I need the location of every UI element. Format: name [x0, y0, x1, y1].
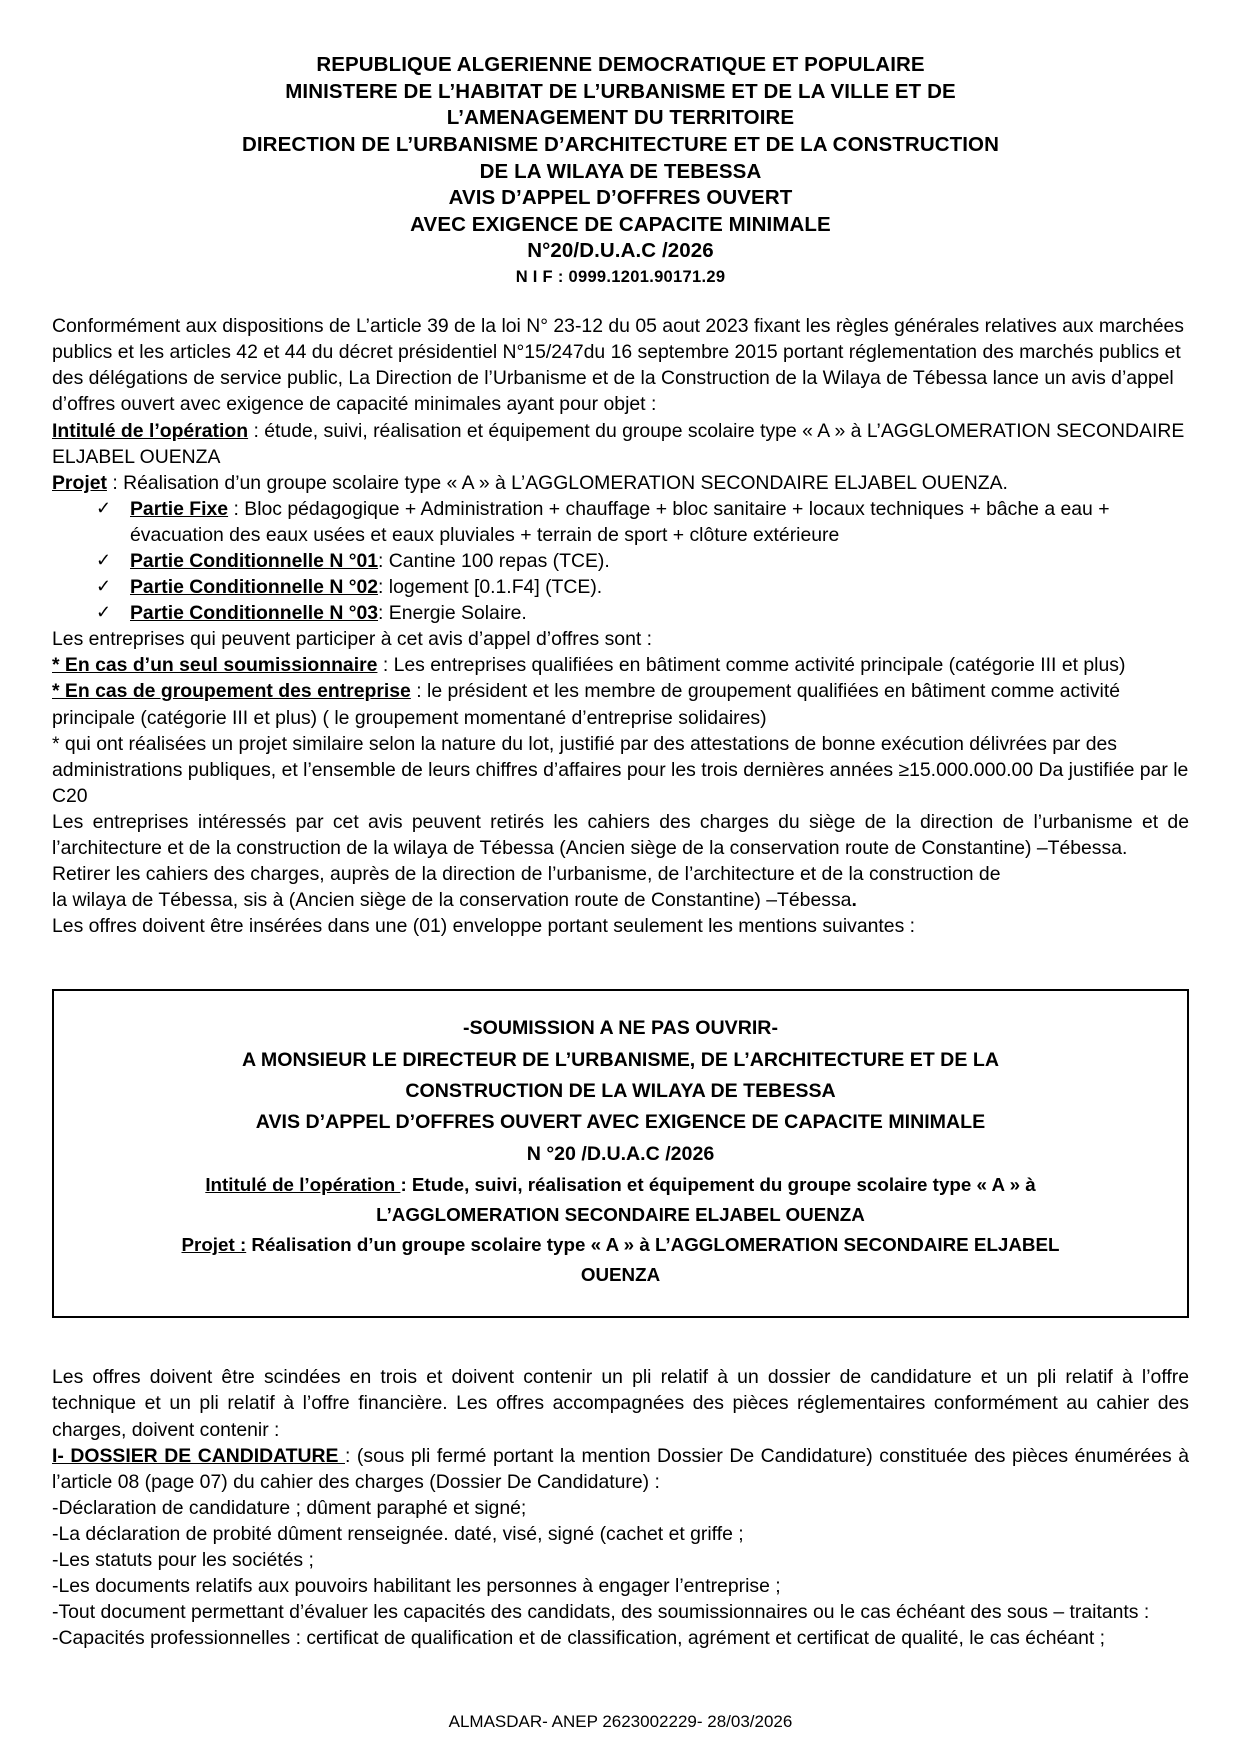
nif-line: N I F : 0999.1201.90171.29: [515, 268, 726, 287]
mention-line-3: CONSTRUCTION DE LA WILAYA DE TEBESSA: [405, 1080, 836, 1103]
list-item: [52, 574, 1189, 600]
offers-split-paragraph: Les offres doivent être scindées en trois et doivent contenir un pli relatif à un dossier de candidature et un pli relatif à l’offre technique et un pli relatif à l’offre financière. Les offres accompagnées des pièces réglementaires conformément au cahier des charges, doivent contenir :: [52, 1366, 1189, 1441]
list-item: -Tout document permettant d’évaluer les capacités des candidats, des soumissionnaires ou le cas échéant des sous – traitants :: [52, 1601, 1150, 1624]
case-group-paragraph: [52, 678, 1189, 730]
intitule-operation-text: : étude, suivi, réalisation et équipement du groupe scolaire type « A » à L’AGGLOMERATION SECONDAIRE ELJABEL OUENZA: [52, 419, 1185, 468]
mention-line-2: A MONSIEUR LE DIRECTEUR DE L’URBANISME, DE L’ARCHITECTURE ET DE LA: [242, 1048, 999, 1071]
projet-paragraph: [52, 470, 1189, 496]
check-icon: ✓: [96, 602, 112, 623]
document-footer: ALMASDAR- ANEP 2623002229- 28/03/2026: [448, 1712, 793, 1731]
experience-paragraph: * qui ont réalisées un projet similaire selon la nature du lot, justifié par des attestations de bonne exécution délivrées par des administrations publiques, et l’ensemble de leurs chiffres d’affaires pour les trois dernières années ≥15.000.000.00 Da justifiée par le C20: [52, 732, 1189, 807]
list-item: -Capacités professionnelles : certificat de qualification et de classification, agrément et certificat de qualité, le cas échéant ;: [52, 1627, 1106, 1650]
list-item: -Déclaration de candidature ; dûment paraphé et signé;: [52, 1496, 527, 1519]
mention-box-wrapper: [52, 989, 1189, 1318]
list-item: [52, 600, 1189, 626]
intro-paragraph: Conformément aux dispositions de L’article 39 de la loi N° 23-12 du 05 aout 2023 fixant les règles générales relatives aux marchées publics et les articles 42 et 44 du décret présidentiel N°15/247du 16 septembre 2015 portant réglementation des marchés publics et des délégations de service public, La Direction de l’Urbanisme et de la Construction de la Wilaya de Tébessa lance un avis d’appel d’offres ouvert avec exigence de capacité minimales ayant pour objet :: [52, 315, 1184, 416]
retirer-line-2-text: la wilaya de Tébessa, sis à (Ancien siège de la conservation route de Constantine) –Tébessa: [52, 889, 852, 912]
retirer-line-1: Retirer les cahiers des charges, auprès de la direction de l’urbanisme, de l’architecture et de la construction de: [52, 863, 1001, 886]
list-item: -Les documents relatifs aux pouvoirs habilitant les personnes à engager l’entreprise ;: [52, 1575, 781, 1598]
mention-line-4: AVIS D’APPEL D’OFFRES OUVERT AVEC EXIGENCE DE CAPACITE MINIMALE: [255, 1111, 986, 1134]
dossier-candidature-label: I- DOSSIER DE CANDIDATURE: [52, 1444, 345, 1467]
part-text: : Cantine 100 repas (TCE).: [378, 549, 610, 572]
section-two-content: [52, 1364, 1189, 1651]
retrait-paragraph: Les entreprises intéressés par cet avis peuvent retirés les cahiers des charges du siège de la direction de l’urbanisme et de l’architecture et de la construction de la wilaya de Tébessa (Ancien siège de la conservation route de Constantine) –Tébessa.: [52, 810, 1189, 859]
mention-projet-line-2: OUENZA: [580, 1264, 661, 1286]
part-text: : Energie Solaire.: [378, 602, 527, 625]
tender-number: N°20/D.U.A.C /2026: [527, 239, 714, 263]
enveloppe-paragraph: Les offres doivent être insérées dans une (01) enveloppe portant seulement les mentions suivantes :: [52, 915, 916, 938]
document-header: [52, 52, 1189, 265]
header-line-6: AVIS D’APPEL D’OFFRES OUVERT: [448, 186, 793, 210]
mention-intitule-label: Intitulé de l’opération: [205, 1174, 401, 1196]
mention-intitule-line: [84, 1170, 1157, 1200]
part-label: Partie Fixe: [130, 497, 229, 520]
case-group-label: * En cas de groupement des entreprise: [52, 680, 411, 703]
projet-text: : Réalisation d’un groupe scolaire type « A » à L’AGGLOMERATION SECONDAIRE ELJABEL OUENZA.: [106, 471, 1008, 494]
mention-projet-label: Projet :: [181, 1234, 247, 1256]
list-item: [52, 548, 1189, 574]
part-text: : Bloc pédagogique + Administration + chauffage + bloc sanitaire + locaux techniques + bâche a eau + évacuation des eaux usées et eaux pluviales + terrain de sport + clôture extérieure: [130, 497, 1110, 546]
header-line-7: AVEC EXIGENCE DE CAPACITE MINIMALE: [410, 212, 831, 236]
mention-intitule-text: : Etude, suivi, réalisation et équipement du groupe scolaire type « A » à: [400, 1174, 1036, 1196]
part-label: Partie Conditionnelle N °01: [130, 549, 379, 572]
retirer-line-2: [52, 887, 1189, 913]
envelope-mention-box: [52, 989, 1189, 1318]
case-single-label: * En cas d’un seul soumissionnaire: [52, 654, 378, 677]
case-group-text: : le président et les membre de groupement qualifiées en bâtiment comme activité principale (catégorie III et plus) ( le groupement momentané d’entreprise solidaires): [52, 680, 1121, 729]
part-label: Partie Conditionnelle N °03: [130, 602, 379, 625]
header-line-3: L’AMENAGEMENT DU TERRITOIRE: [446, 106, 795, 130]
dossier-candidature-text: : (sous pli fermé portant la mention Dossier De Candidature) constituée des pièces énumérées à l’article 08 (page 07) du cahier des charges (Dossier De Candidature) :: [52, 1444, 1189, 1493]
intitule-operation-label: Intitulé de l’opération: [52, 419, 249, 442]
case-single-text: : Les entreprises qualifiées en bâtiment comme activité principale (catégorie III et plus): [377, 654, 1126, 677]
part-text: : logement [0.1.F4] (TCE).: [378, 576, 603, 599]
dossier-candidature-paragraph: [52, 1443, 1189, 1495]
header-line-4: DIRECTION DE L’URBANISME D’ARCHITECTURE ET DE LA CONSTRUCTION: [241, 132, 999, 156]
list-item: -La déclaration de probité dûment renseignée. daté, visé, signé (cachet et griffe ;: [52, 1522, 744, 1545]
participants-intro: Les entreprises qui peuvent participer à cet avis d’appel d’offres sont :: [52, 628, 653, 651]
check-icon: ✓: [96, 497, 112, 518]
mention-tender-number: N °20 /D.U.A.C /2026: [526, 1142, 715, 1165]
header-line-5: DE LA WILAYA DE TEBESSA: [479, 159, 762, 183]
intitule-operation-paragraph: [52, 418, 1189, 470]
mention-line-1: -SOUMISSION A NE PAS OUVRIR-: [463, 1017, 778, 1040]
mention-projet-text: Réalisation d’un groupe scolaire type « A » à L’AGGLOMERATION SECONDAIRE ELJABEL: [246, 1234, 1060, 1256]
list-item: [52, 496, 1189, 548]
body-content: [52, 313, 1189, 939]
mention-projet-line: [84, 1230, 1157, 1260]
project-parts-list: [52, 496, 1189, 626]
case-single-paragraph: [52, 652, 1189, 678]
header-line-2: MINISTERE DE L’HABITAT DE L’URBANISME ET DE LA VILLE ET DE: [285, 79, 956, 103]
projet-label: Projet: [52, 471, 107, 494]
check-icon: ✓: [96, 549, 112, 570]
list-item: -Les statuts pour les sociétés ;: [52, 1549, 314, 1571]
header-line-1: REPUBLIQUE ALGERIENNE DEMOCRATIQUE ET POPULAIRE: [316, 53, 925, 76]
mention-intitule-line-2: L’AGGLOMERATION SECONDAIRE ELJABEL OUENZA: [376, 1204, 865, 1226]
retirer-line-2-period: .: [851, 889, 857, 912]
part-label: Partie Conditionnelle N °02: [130, 576, 379, 599]
check-icon: ✓: [96, 576, 112, 597]
